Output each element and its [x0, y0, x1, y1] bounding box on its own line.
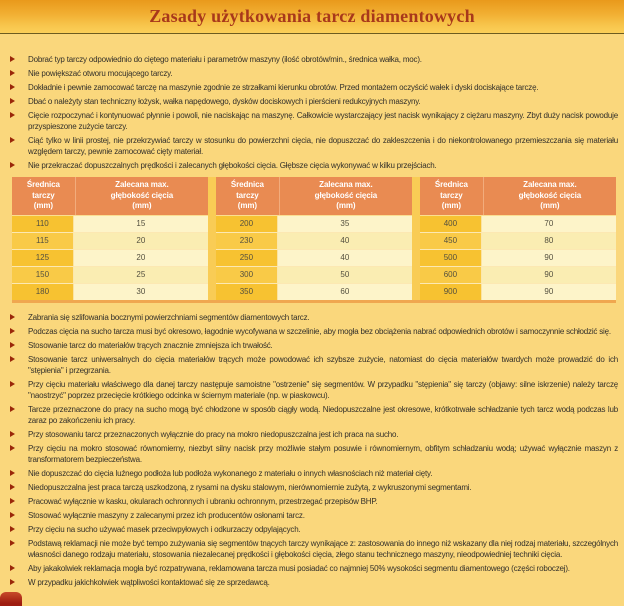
table-cell-depth: 70	[482, 216, 616, 232]
table-group	[420, 177, 616, 300]
column-header-diameter	[12, 177, 76, 215]
list-item-text: Zabrania się szlifowania bocznymi powierzchniami segmentów diamentowych tarcz.	[28, 312, 310, 322]
list-item	[10, 563, 618, 574]
table-cell-diameter: 115	[12, 233, 74, 249]
table-group	[12, 177, 208, 300]
bullet-arrow-icon	[10, 540, 15, 546]
column-header-depth	[484, 177, 616, 215]
title-bar	[0, 0, 624, 34]
list-item-text: W przypadku jakichkolwiek wątpliwości kontaktować się ze sprzedawcą.	[28, 577, 270, 587]
table-cell-diameter: 500	[420, 250, 482, 266]
table-cell-depth: 40	[278, 250, 412, 266]
bullet-arrow-icon	[10, 406, 15, 412]
table-group	[216, 177, 412, 300]
table-cell-diameter: 125	[12, 250, 74, 266]
list-item-text: Nie dopuszczać do cięcia luźnego podłoża lub podłoża wykonanego z materiału o innych własnościach niż materiał cięty.	[28, 468, 433, 478]
table-row	[12, 215, 208, 232]
table-cell-depth: 20	[74, 233, 208, 249]
header-line: (mm)	[237, 201, 257, 210]
bullet-arrow-icon	[10, 498, 15, 504]
header-line: (mm)	[132, 201, 152, 210]
list-item-text: Przy cięciu na mokro stosować równomierny, niezbyt silny nacisk przy możliwie stałym posuwie i równomiernym, obfitym schładzaniu wodą; używać wyłącznie maszyn z transformatorem bezpieczeństwa.	[28, 443, 618, 464]
list-item-text: Stosowanie tarcz do materiałów trących znacznie zmniejsza ich trwałość.	[28, 340, 273, 350]
list-item	[10, 404, 618, 426]
header-line: Zalecana max.	[523, 180, 577, 189]
list-item-text: Przy cięciu na sucho używać masek przeciwpyłowych i odkurzaczy odpylających.	[28, 524, 301, 534]
list-item-text: Dokładnie i pewnie zamocować tarczę na maszynie zgodnie ze strzałkami kierunku obrotów. Przed montażem oczyścić wałek i dyski dociskające tarczę.	[28, 83, 539, 92]
bullet-arrow-icon	[10, 526, 15, 532]
header-line: (mm)	[441, 201, 461, 210]
table-row	[12, 266, 208, 283]
bullet-arrow-icon	[10, 137, 15, 143]
bullet-arrow-icon	[10, 328, 15, 334]
list-item-text: Pracować wyłącznie w kasku, okularach ochronnych i ubraniu ochronnym, przestrzegać przepisów BHP.	[28, 496, 378, 506]
content-area	[0, 54, 624, 588]
list-item-text: Aby jakakolwiek reklamacja mogła być rozpatrywana, reklamowana tarcza musi posiadać co najmniej 50% wysokości segmentu diamentowego (części roboczej).	[28, 563, 570, 573]
list-item-text: Nie powiększać otworu mocującego tarczy.	[28, 69, 173, 78]
table-row	[420, 266, 616, 283]
list-item-text: Stosowanie tarcz uniwersalnych do cięcia materiałów trących może powodować ich szybsze zużycie, natomiast do cięcia materiałów twardych może prowadzić do ich "stępienia" i przegrzania.	[28, 354, 618, 375]
list-item-text: Przy cięciu materiału właściwego dla danej tarczy następuje samoistne "ostrzenie" się segmentów. W przypadku "stępienia" się tarczy (objawy: silne iskrzenie) należy tarczę "naostrzyć" poprzez przecięcie krótkiego odcinka w ściernym materiale (np. w piaskowcu).	[28, 379, 618, 400]
list-item	[10, 110, 618, 132]
header-line: tarczy	[440, 190, 463, 200]
table-row	[420, 215, 616, 232]
column-header-depth	[76, 177, 208, 215]
bullet-arrow-icon	[10, 381, 15, 387]
table-cell-depth: 50	[278, 267, 412, 283]
table-cell-diameter: 600	[420, 267, 482, 283]
table-cell-diameter: 230	[216, 233, 278, 249]
bullet-arrow-icon	[10, 56, 15, 62]
table-cell-diameter: 250	[216, 250, 278, 266]
table-row	[420, 249, 616, 266]
table-cell-diameter: 110	[12, 216, 74, 232]
bullet-arrow-icon	[10, 314, 15, 320]
bullet-arrow-icon	[10, 162, 15, 168]
list-item	[10, 82, 618, 93]
table-cell-depth: 40	[278, 233, 412, 249]
table-cell-depth: 30	[74, 284, 208, 300]
table-cell-diameter: 180	[12, 284, 74, 300]
list-item	[10, 443, 618, 465]
list-item	[10, 482, 618, 493]
header-line: tarczy	[236, 190, 259, 200]
list-item	[10, 429, 618, 440]
list-item	[10, 135, 618, 157]
table-cell-depth: 90	[482, 267, 616, 283]
table-row	[216, 215, 412, 232]
bullet-arrow-icon	[10, 484, 15, 490]
table-cell-depth: 20	[74, 250, 208, 266]
column-header-depth	[280, 177, 412, 215]
table-header-row	[420, 177, 616, 215]
list-item	[10, 160, 618, 171]
list-item	[10, 54, 618, 65]
bullet-arrow-icon	[10, 342, 15, 348]
table-row	[216, 232, 412, 249]
list-item-text: Ciąć tylko w linii prostej, nie przekrzywiać tarczy w stosunku do powierzchni cięcia, nie dopuszczać do zakleszczenia i do niekontrolowanego przemieszczania się materiału względem tarczy, pewnie zamocować cięty materiał.	[28, 136, 618, 156]
table-row	[420, 232, 616, 249]
bullet-arrow-icon	[10, 431, 15, 437]
column-header-diameter	[420, 177, 484, 215]
list-item-text: Przy stosowaniu tarcz przeznaczonych wyłącznie do pracy na mokro niedopuszczalna jest ich praca na sucho.	[28, 429, 399, 439]
header-line: głębokość cięcia	[314, 190, 378, 200]
table-row	[12, 249, 208, 266]
bullet-arrow-icon	[10, 565, 15, 571]
table-row	[12, 232, 208, 249]
bullet-arrow-icon	[10, 70, 15, 76]
header-line: Średnica	[26, 180, 60, 189]
list-item	[10, 496, 618, 507]
page-title: Zasady użytkowania tarcz diamentowych	[149, 6, 475, 26]
list-item	[10, 468, 618, 479]
bullet-arrow-icon	[10, 470, 15, 476]
table-cell-diameter: 200	[216, 216, 278, 232]
header-line: (mm)	[540, 201, 560, 210]
list-item-text: Podstawą reklamacji nie może być tempo zużywania się segmentów tnących tarczy wynikające z: zastosowania do innego niż wskazany dla niej rodzaj materiału, szczególnych własności danego rodzaju materiału, stosowania niezalecanej prędkości i głębokości cięcia, złego stanu technicznego maszyny, nieodpowiedniej techniki cięcia.	[28, 538, 618, 559]
table-cell-diameter: 400	[420, 216, 482, 232]
list-item-text: Podczas cięcia na sucho tarcza musi być okresowo, łagodnie wycofywana w szczelinie, aby mogła bez obciążenia nabrać odpowiednich obrotów i samoczynnie schłodzić się.	[28, 326, 611, 336]
list-item-text: Tarcze przeznaczone do pracy na sucho mogą być chłodzone w sposób ciągły wodą. Niedopuszczalne jest okresowe, krótkotrwałe schładzanie tych tarcz wodą podczas lub zaraz po zakończeniu ich pracy.	[28, 404, 618, 425]
column-header-diameter	[216, 177, 280, 215]
list-item	[10, 340, 618, 351]
list-item-text: Dbać o należyty stan techniczny łożysk, wałka napędowego, dysków dociskowych i pierścieni redukcyjnych maszyny.	[28, 97, 421, 106]
list-item	[10, 577, 618, 588]
table-cell-depth: 60	[278, 284, 412, 300]
bullet-arrow-icon	[10, 84, 15, 90]
list-item-text: Cięcie rozpoczynać i kontynuować płynnie i powoli, nie naciskając na maszynę. Całkowicie wystarczający jest nacisk wynikający z ciężaru maszyny. Zbyt duży nacisk powoduje przyspieszone zużycie tarczy.	[28, 111, 618, 131]
table-row	[216, 266, 412, 283]
header-line: Średnica	[434, 180, 468, 189]
table-header-row	[12, 177, 208, 215]
bullet-arrow-icon	[10, 98, 15, 104]
list-item-text: Nie przekraczać dopuszczalnych prędkości i zalecanych głębokości cięcia. Głębsze cięcia wykonywać w kilku przejściach.	[28, 161, 437, 170]
table-cell-diameter: 350	[216, 284, 278, 300]
table-cell-diameter: 150	[12, 267, 74, 283]
usage-instructions-list	[10, 54, 618, 171]
table-cell-diameter: 450	[420, 233, 482, 249]
list-item	[10, 524, 618, 535]
table-row	[216, 249, 412, 266]
table-cell-depth: 80	[482, 233, 616, 249]
bullet-arrow-icon	[10, 356, 15, 362]
header-line: (mm)	[33, 201, 53, 210]
list-item-text: Dobrać typ tarczy odpowiednio do ciętego materiału i parametrów maszyny (ilość obrotów/min., średnica wałka, moc).	[28, 55, 422, 64]
bullet-arrow-icon	[10, 445, 15, 451]
list-item	[10, 312, 618, 323]
table-cell-depth: 90	[482, 284, 616, 300]
header-line: Zalecana max.	[319, 180, 373, 189]
table-cell-depth: 35	[278, 216, 412, 232]
table-cell-depth: 15	[74, 216, 208, 232]
cutting-depth-table	[12, 177, 616, 303]
table-cell-diameter: 300	[216, 267, 278, 283]
bullet-arrow-icon	[10, 112, 15, 118]
header-line: (mm)	[336, 201, 356, 210]
header-line: głębokość cięcia	[110, 190, 174, 200]
list-item	[10, 68, 618, 79]
bullet-arrow-icon	[10, 579, 15, 585]
header-line: Średnica	[230, 180, 264, 189]
header-line: tarczy	[32, 190, 55, 200]
header-line: głębokość cięcia	[518, 190, 582, 200]
list-item	[10, 354, 618, 376]
table-row	[420, 283, 616, 300]
list-item-text: Niedopuszczalna jest praca tarczą uszkodzoną, z rysami na dysku stalowym, nierównomiernie zużytą, z wykruszonymi segmentami.	[28, 482, 472, 492]
list-item	[10, 510, 618, 521]
safety-rules-list	[10, 312, 618, 588]
list-item	[10, 96, 618, 107]
table-cell-depth: 25	[74, 267, 208, 283]
partial-red-element	[0, 592, 22, 606]
header-line: Zalecana max.	[115, 180, 169, 189]
list-item	[10, 538, 618, 560]
table-header-row	[216, 177, 412, 215]
list-item	[10, 379, 618, 401]
table-row	[12, 283, 208, 300]
list-item	[10, 326, 618, 337]
table-cell-diameter: 900	[420, 284, 482, 300]
table-cell-depth: 90	[482, 250, 616, 266]
bullet-arrow-icon	[10, 512, 15, 518]
table-row	[216, 283, 412, 300]
list-item-text: Stosować wyłącznie maszyny z zalecanymi przez ich producentów osłonami tarcz.	[28, 510, 305, 520]
